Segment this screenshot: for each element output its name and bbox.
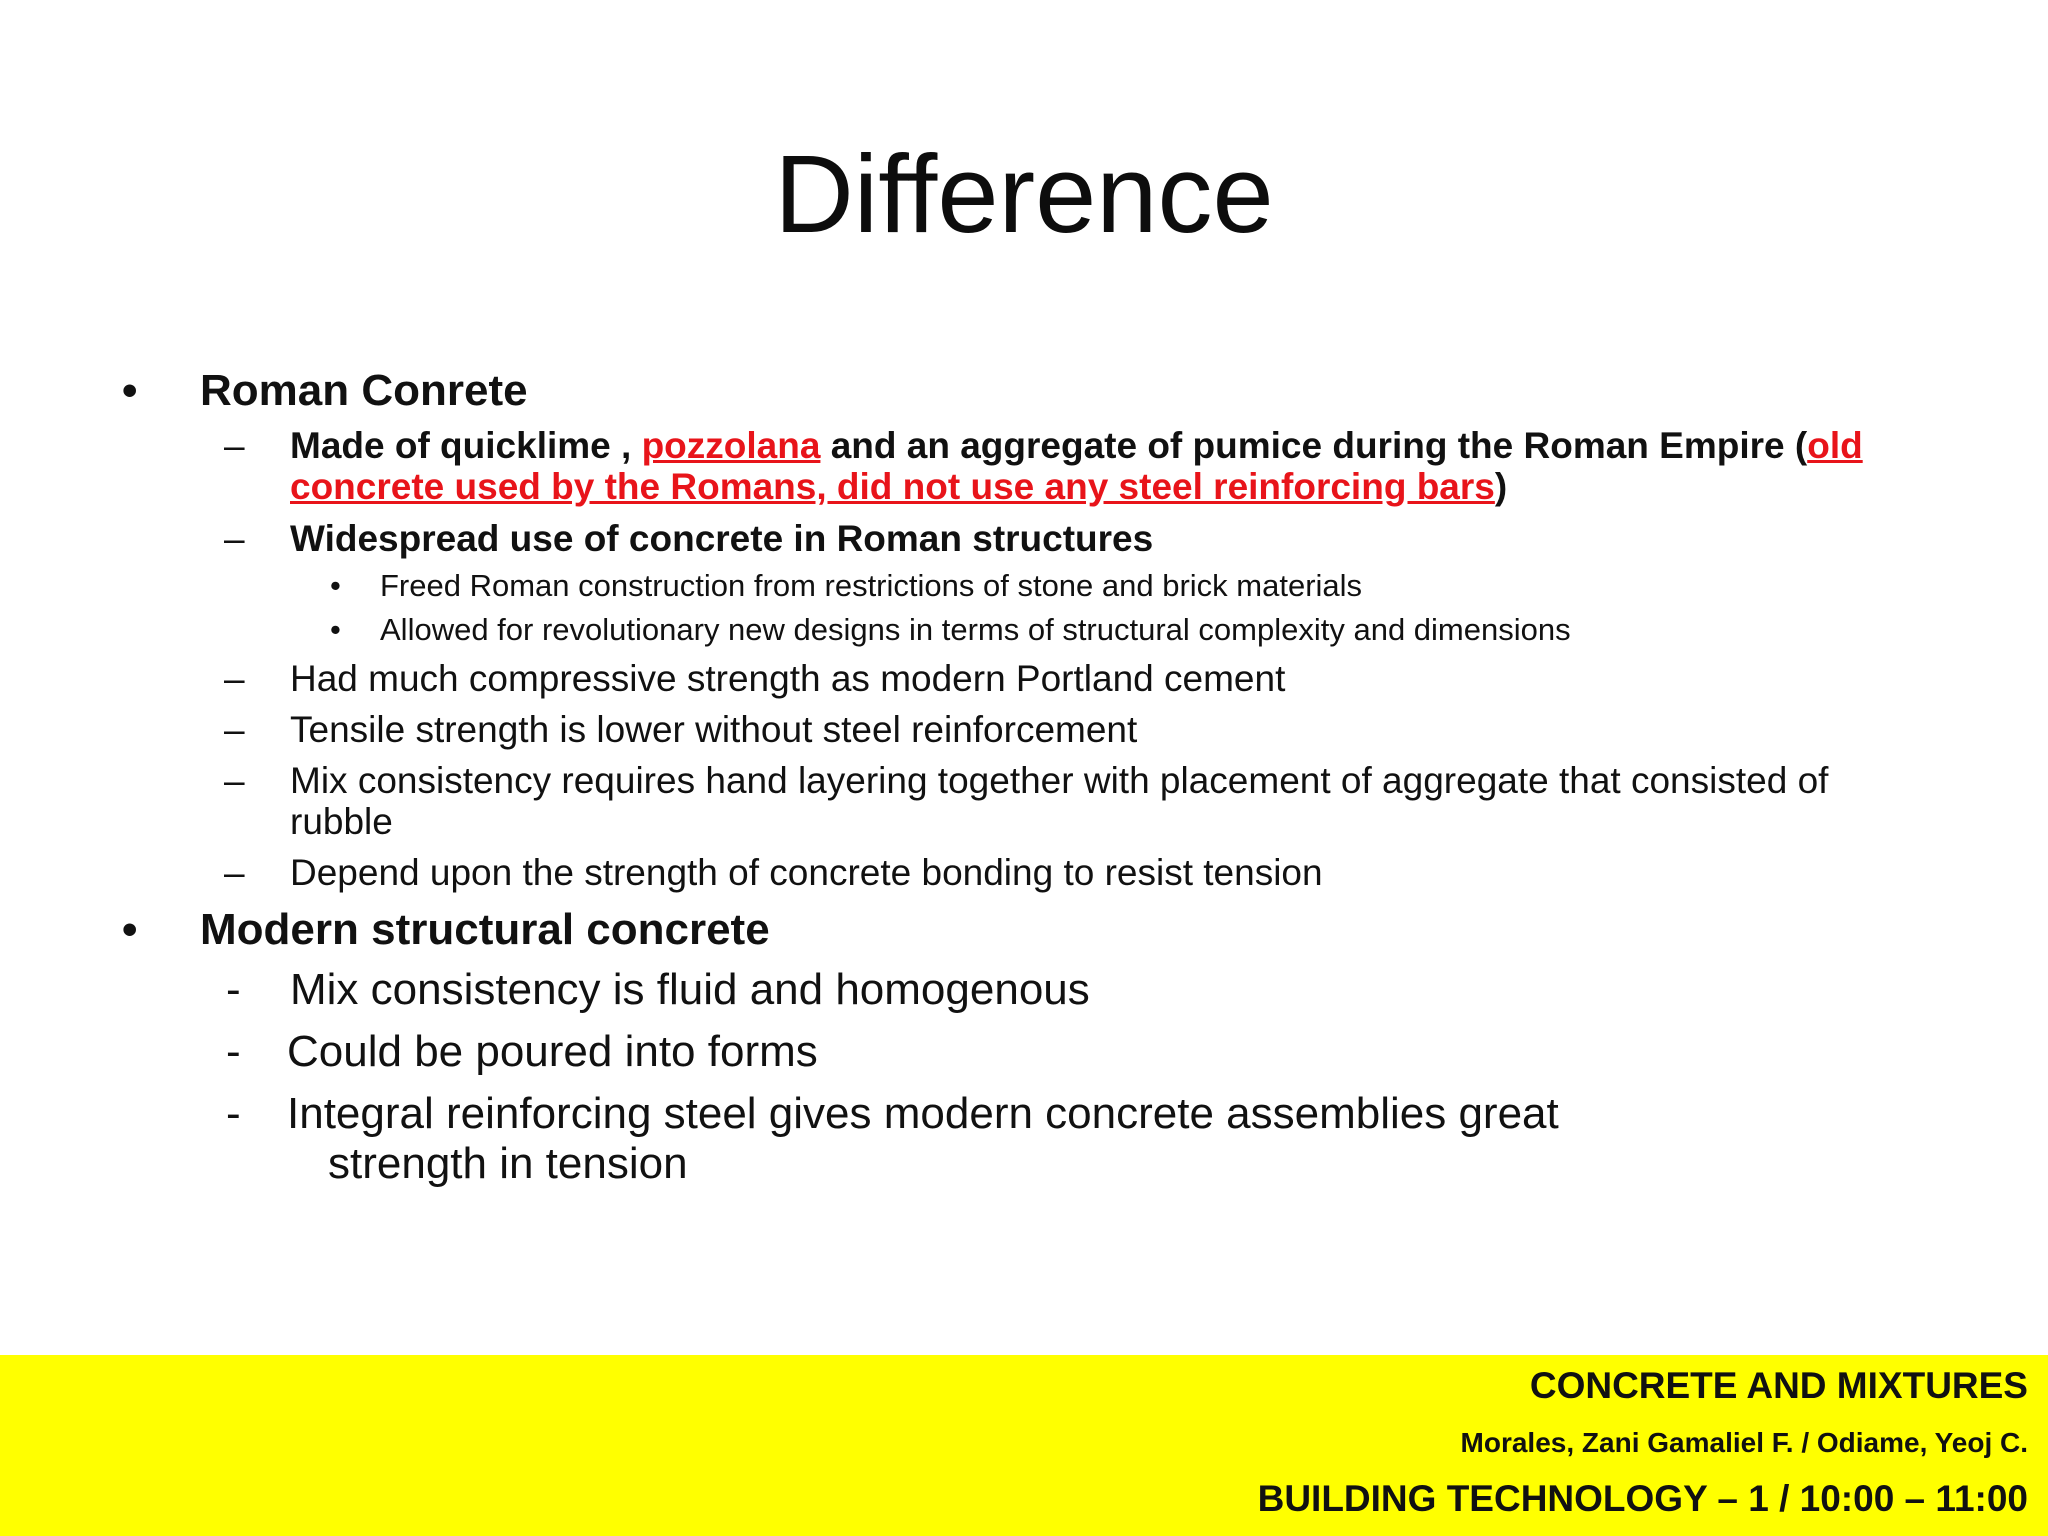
modern-item-3-cont: strength in tension — [328, 1139, 688, 1188]
modern-item-1: Mix consistency is fluid and homogenous — [290, 965, 1090, 1014]
modern-item-3: Integral reinforcing steel gives modern concrete assemblies great — [287, 1089, 1559, 1138]
modern-item-2: Could be poured into forms — [287, 1027, 818, 1076]
dash-roman-5: – — [224, 760, 245, 801]
old-concrete-link[interactable]: old — [1807, 425, 1863, 466]
dash-roman-6: – — [224, 852, 245, 893]
sub-bullet-1: • — [330, 568, 341, 603]
modern-heading: Modern structural concrete — [200, 905, 770, 954]
roman-heading: Roman Conrete — [200, 366, 528, 415]
roman-item-3: Had much compressive strength as modern Portland cement — [290, 658, 1286, 699]
roman-item-4: Tensile strength is lower without steel reinforcement — [290, 709, 1138, 750]
dash-roman-3: – — [224, 658, 245, 699]
roman-sub-2: Allowed for revolutionary new designs in terms of structural complexity and dimensions — [380, 612, 1571, 647]
dash-modern-3: - — [226, 1089, 241, 1138]
footer-course: BUILDING TECHNOLOGY – 1 / 10:00 – 11:00 — [1257, 1478, 2028, 1519]
footer-bar — [0, 1355, 2048, 1536]
dash-roman-2: – — [224, 518, 245, 559]
roman-item-1: Made of quicklime , pozzolana and an aggregate of pumice during the Roman Empire (old — [290, 425, 1863, 466]
roman-item-5-cont: rubble — [290, 801, 393, 842]
dash-roman-1: – — [224, 425, 245, 466]
roman-item-6: Depend upon the strength of concrete bonding to resist tension — [290, 852, 1323, 893]
footer-topic: CONCRETE AND MIXTURES — [1529, 1365, 2028, 1406]
dash-roman-4: – — [224, 709, 245, 750]
slide-title: Difference — [774, 133, 1274, 256]
sub-bullet-2: • — [330, 612, 341, 647]
footer-authors: Morales, Zani Gamaliel F. / Odiame, Yeoj C. — [1460, 1427, 2028, 1458]
pozzolana-link[interactable]: pozzolana — [641, 425, 821, 466]
bullet-modern: • — [122, 905, 138, 954]
roman-sub-1: Freed Roman construction from restrictions of stone and brick materials — [380, 568, 1363, 603]
bullet-roman: • — [122, 366, 138, 415]
dash-modern-1: - — [226, 965, 241, 1014]
roman-item-5: Mix consistency requires hand layering together with placement of aggregate that consisted of — [290, 760, 1829, 801]
roman-item-1-cont: concrete used by the Romans, did not use any steel reinforcing bars) — [290, 466, 1508, 507]
dash-modern-2: - — [226, 1027, 241, 1076]
old-concrete-link-cont[interactable]: concrete used by the Romans, did not use any steel reinforcing bars — [290, 466, 1495, 507]
roman-item-2: Widespread use of concrete in Roman structures — [290, 518, 1154, 559]
